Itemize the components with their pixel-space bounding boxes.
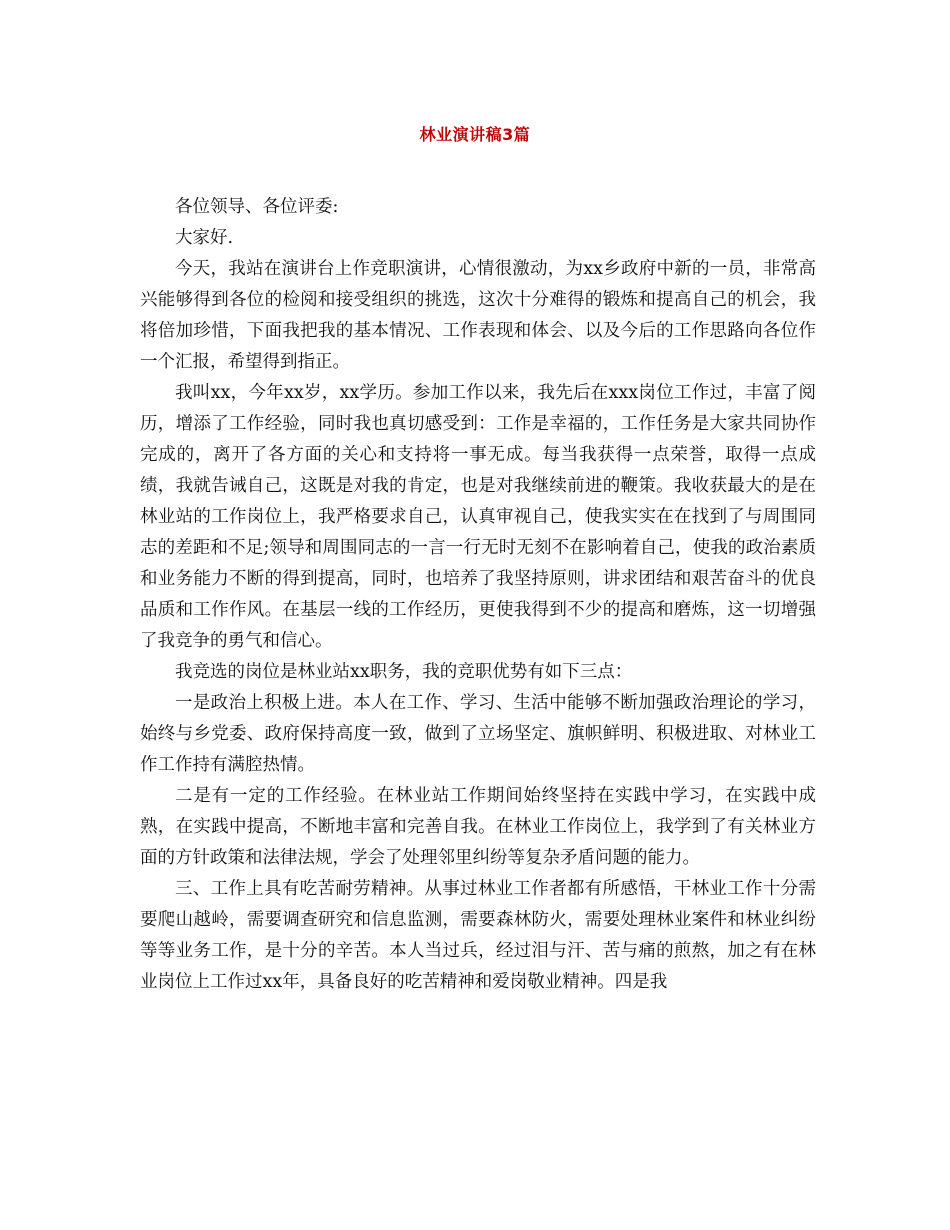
paragraph-background: 我叫xx，今年xx岁，xx学历。参加工作以来，我先后在xxx岗位工作过，丰富了阅历，增添了工作经验，同时我也真切感受到：工作是幸福的，工作任务是大家共同协作完成的，离开了各方面的关心和支持将一事无成。每当我获得一点荣誉，取得一点成绩，我就告诫自己，这既是对我的肯定，也是对我继续前进的鞭策。我收获最大的是在林业站的工作岗位上，我严格要求自己，认真审视自己，使我实实在在找到了与周围同志的差距和不足;领导和周围同志的一言一行无时无刻不在影响着自己，使我的政治素质和业务能力不断的得到提高，同时，也培养了我坚持原则，讲求团结和艰苦奋斗的优良品质和工作作风。在基层一线的工作经历，更使我得到不少的提高和磨炼，这一切增强了我竞争的勇气和信心。 bbox=[140, 383, 816, 651]
paragraph-point-three: 三、工作上具有吃苦耐劳精神。从事过林业工作者都有所感悟，干林业工作十分需要爬山越岭，需要调查研究和信息监测，需要森林防火，需要处理林业案件和林业纠纷等等业务工作，是十分的辛苦。本人当过兵，经过泪与汗、苦与痛的煎熬，加之有在林业岗位上工作过xx年，具备良好的吃苦精神和爱岗敬业精神。四是我 bbox=[140, 879, 816, 992]
paragraph-salutation: 各位领导、各位评委: bbox=[175, 197, 339, 217]
paragraph-position: 我竞选的岗位是林业站xx职务，我的竞职优势有如下三点： bbox=[175, 662, 633, 682]
document-title: 林业演讲稿3篇 bbox=[419, 125, 531, 144]
document-body bbox=[140, 192, 816, 998]
paragraph-point-one: 一是政治上积极上进。本人在工作、学习、生活中能够不断加强政治理论的学习，始终与乡党委、政府保持高度一致，做到了立场坚定、旗帜鲜明、积极进取、对林业工作工作持有满腔热情。 bbox=[140, 693, 816, 775]
paragraph-greeting: 大家好. bbox=[175, 228, 234, 248]
paragraph-intro: 今天，我站在演讲台上作竞职演讲，心情很激动，为xx乡政府中新的一员，非常高兴能够得到各位的检阅和接受组织的挑选，这次十分难得的锻炼和提高自己的机会，我将倍加珍惜，下面我把我的基本情况、工作表现和体会、以及今后的工作思路向各位作一个汇报，希望得到指正。 bbox=[140, 259, 816, 372]
paragraph-point-two: 二是有一定的工作经验。在林业站工作期间始终坚持在实践中学习，在实践中成熟，在实践中提高，不断地丰富和完善自我。在林业工作岗位上，我学到了有关林业方面的方针政策和法律法规，学会了处理邻里纠纷等复杂矛盾问题的能力。 bbox=[140, 786, 816, 868]
